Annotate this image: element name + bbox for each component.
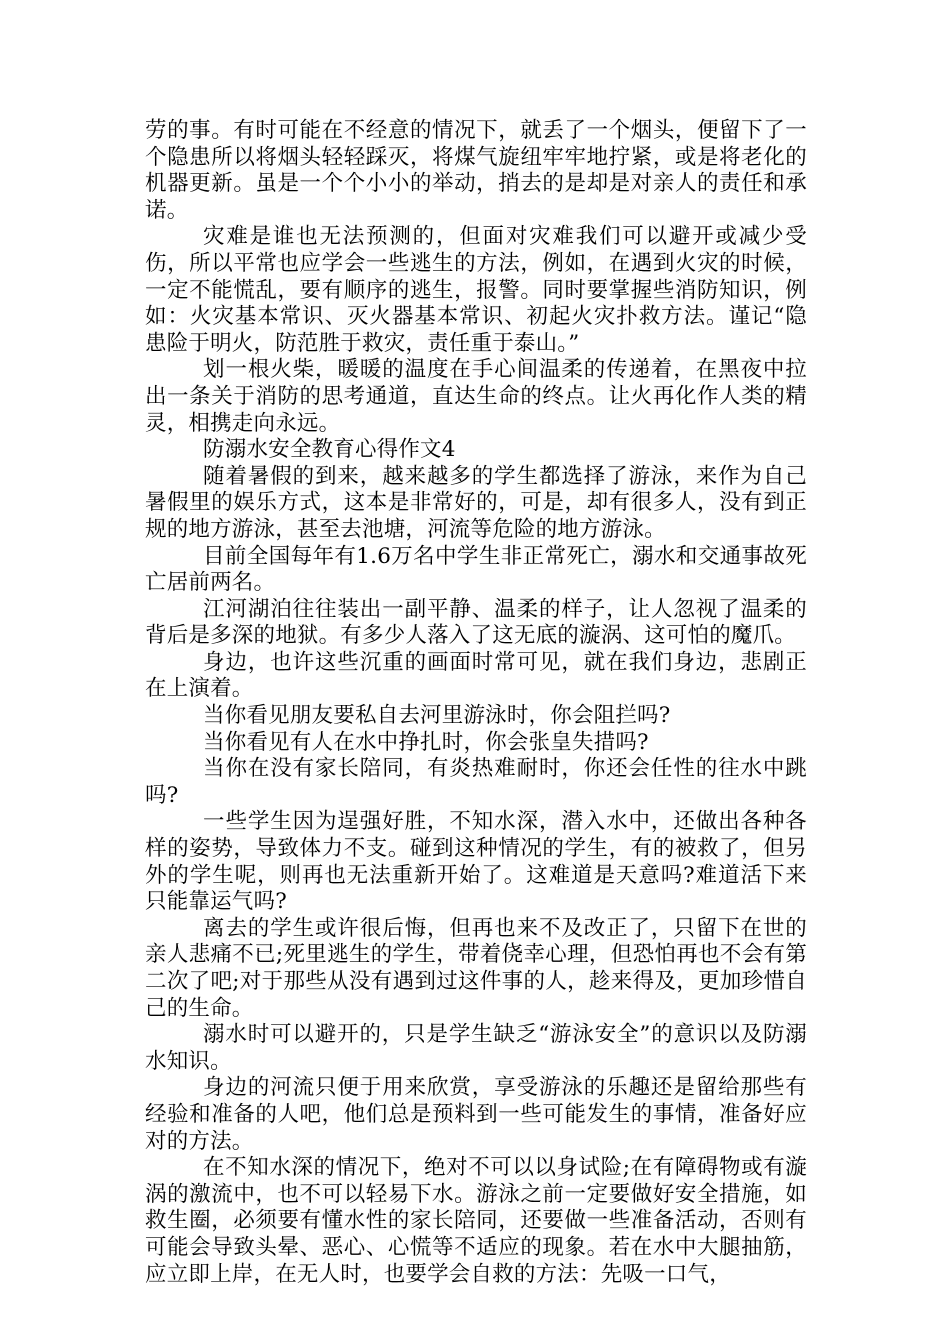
paragraph-rivers-lakes: 江河湖泊往往装出一副平静、温柔的样子，让人忽视了温柔的背后是多深的地狱。有多少人落入了这无底的漩涡、这可怕的魔爪。 xyxy=(145,596,807,649)
paragraph-summer-swimming: 随着暑假的到来，越来越多的学生都选择了游泳，来作为自己暑假里的娱乐方式，这本是非常好的，可是，却有很多人，没有到正规的地方游泳，甚至去池塘，河流等危险的地方游泳。 xyxy=(145,463,807,542)
paragraph-match-metaphor: 划一根火柴，暖暖的温度在手心间温柔的传递着，在黑夜中拉出一条关于消防的思考通道，直达生命的终点。让火再化作人类的精灵，相携走向永远。 xyxy=(145,357,807,436)
paragraph-regret: 离去的学生或许很后悔，但再也来不及改正了，只留下在世的亲人悲痛不已;死里逃生的学生，带着侥幸心理，但恐怕再也不会有第二次了吧;对于那些从没有遇到过这件事的人，趁来得及，更加珍惜自己的生命。 xyxy=(145,915,807,1021)
paragraph-question-2: 当你看见有人在水中挣扎时，你会张皇失措吗? xyxy=(203,729,649,755)
paragraph-statistics: 目前全国每年有1.6万名中学生非正常死亡，溺水和交通事故死亡居前两名。 xyxy=(145,543,807,596)
paragraph-question-3: 当你在没有家长陪同，有炎热难耐时，你还会任性的往水中跳吗? xyxy=(145,756,807,808)
paragraph-showing-off: 一些学生因为逞强好胜，不知水深，潜入水中，还做出各种各样的姿势，导致体力不支。碰到这种情况的学生，有的被救了，但另外的学生呢，则再也无法重新开始了。这难道是天意吗?难道活下来只能靠运气吗? xyxy=(145,809,807,915)
paragraph-disaster-prevention: 灾难是谁也无法预测的，但面对灾难我们可以避开或减少受伤，所以平常也应学会一些逃生的方法，例如，在遇到火灾的时候，一定不能慌乱，要有顺序的逃生，报警。同时要掌握些消防知识，例如：火灾基本常识、灭火器基本常识、初起火灾扑救方法。谨记“隐患险于明火，防范胜于救灾，责任重于泰山。” xyxy=(145,224,807,356)
section-heading: 防溺水安全教育心得作文4 xyxy=(203,437,456,463)
paragraph-safety-measures: 在不知水深的情况下，绝对不可以以身试险;在有障碍物或有漩涡的激流中，也不可以轻易下水。游泳之前一定要做好安全措施，如救生圈，必须要有懂水性的家长陪同，还要做一些准备活动，否则有可能会导致头晕、恶心、心慌等不适应的现象。若在水中大腿抽筋，应立即上岸，在无人时，也要学会自救的方法：先吸一口气， xyxy=(145,1155,807,1287)
paragraph-tragedy: 身边，也许这些沉重的画面时常可见，就在我们身边，悲剧正在上演着。 xyxy=(145,649,807,702)
paragraph-awareness: 溺水时可以避开的，只是学生缺乏“游泳安全”的意识以及防溺水知识。 xyxy=(145,1022,807,1074)
paragraph-continuation: 劳的事。有时可能在不经意的情况下，就丢了一个烟头，便留下了一个隐患所以将烟头轻轻踩灭，将煤气旋纽牢牢地拧紧，或是将老化的机器更新。虽是一个个小小的举动，捎去的是却是对亲人的责任和承诺。 xyxy=(145,118,807,223)
document-body xyxy=(145,118,807,1288)
paragraph-rivers-for-viewing: 身边的河流只便于用来欣赏，享受游泳的乐趣还是留给那些有经验和准备的人吧，他们总是预料到一些可能发生的事情，准备好应对的方法。 xyxy=(145,1075,807,1154)
paragraph-question-1: 当你看见朋友要私自去河里游泳时，你会阻拦吗? xyxy=(203,703,671,729)
